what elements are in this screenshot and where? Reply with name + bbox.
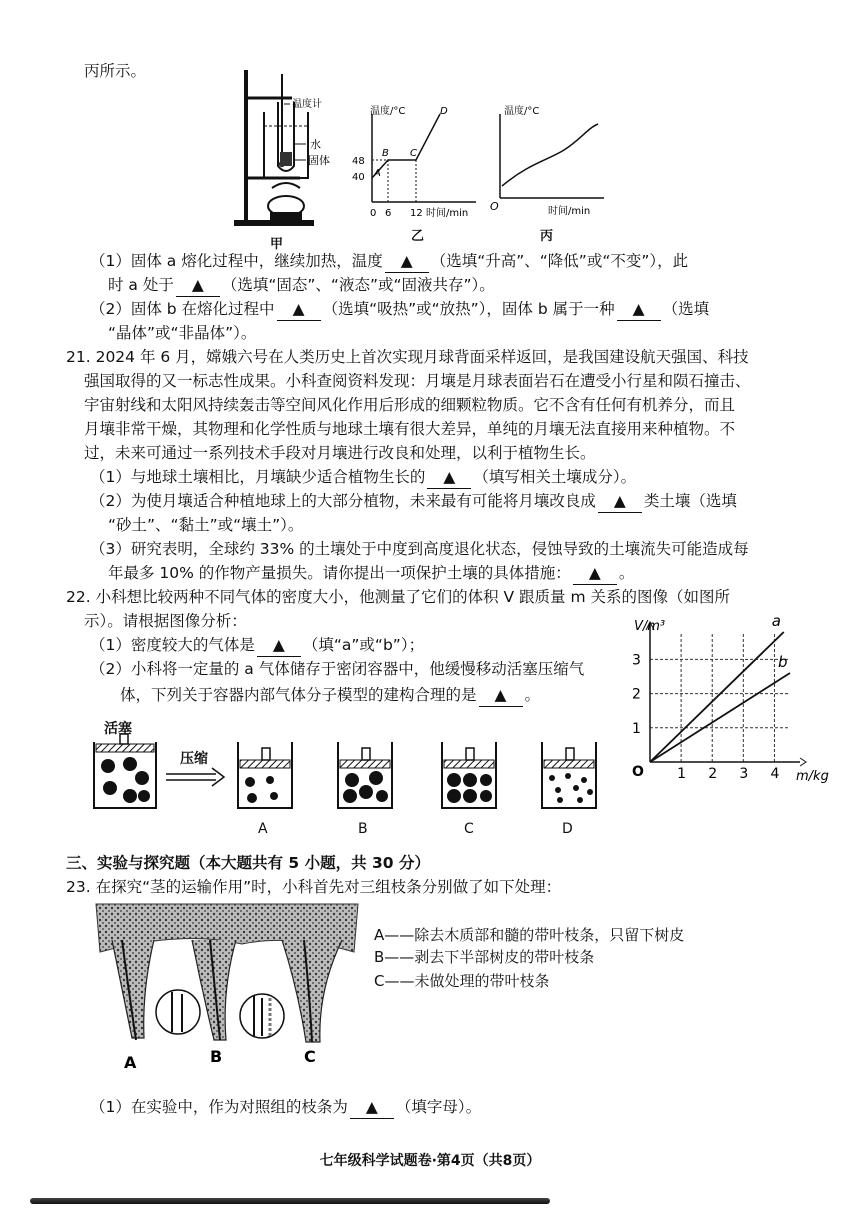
q21-part3: （3）研究表明，全球约 33% 的土壤处于中度到高度退化状态，侵蚀导致的土壤流失可能造成每 bbox=[90, 540, 749, 558]
yi-ylabel: 温度/°C bbox=[370, 106, 406, 117]
answer-blank[interactable]: ▲ bbox=[573, 562, 617, 585]
figure-jia-apparatus bbox=[230, 66, 350, 242]
option-label-d[interactable]: D bbox=[562, 821, 573, 837]
original-container bbox=[94, 734, 156, 808]
branch-label-c: C bbox=[304, 1047, 316, 1066]
bing-origin: O bbox=[490, 200, 499, 213]
q21-part2-line2: “砂土”、“黏土”或“壤土”）。 bbox=[108, 516, 304, 534]
yi-tick-12: 12 bbox=[410, 208, 423, 219]
answer-blank[interactable]: ▲ bbox=[350, 1096, 394, 1119]
option-d-model bbox=[542, 742, 596, 808]
q20-part2-line2: “晶体”或“非晶体”）。 bbox=[108, 324, 257, 342]
y-tick-label: 1 bbox=[632, 720, 641, 737]
legend-c: C——未做处理的带叶枝条 bbox=[374, 972, 550, 990]
piston-label: 活塞 bbox=[104, 721, 132, 737]
legend-a: A——除去木质部和髓的带叶枝条，只留下树皮 bbox=[374, 926, 685, 944]
solid-label: 固体 bbox=[308, 154, 330, 167]
q22-line1: 22. 小科想比较两种不同气体的密度大小，他测量了它们的体积 V 跟质量 m 关系的图像（如图所 bbox=[66, 588, 730, 606]
option-a-model bbox=[238, 742, 292, 808]
yi-point-b: B bbox=[382, 148, 389, 159]
figure-yi-graph bbox=[352, 104, 482, 222]
q22-part2-line2: 体，下列关于容器内部气体分子模型的建构合理的是 ▲ 。 bbox=[120, 684, 540, 707]
q21-line5: 过，未来可通过一系列技术手段对月壤进行改良和处理，以利于植物生长。 bbox=[84, 444, 596, 462]
q21-part1: （1）与地球土壤相比，月壤缺少适合植物生长的 ▲ （填写相关土壤成分）。 bbox=[90, 466, 636, 489]
answer-blank[interactable]: ▲ bbox=[385, 250, 429, 273]
series-line-b bbox=[650, 673, 790, 762]
x-tick-label: 3 bbox=[739, 766, 749, 782]
yi-point-a: A bbox=[374, 168, 381, 179]
origin-label: O bbox=[632, 764, 644, 780]
volume-mass-chart bbox=[626, 612, 829, 784]
yi-point-c: C bbox=[410, 148, 417, 159]
x-tick-label: 4 bbox=[770, 766, 780, 782]
answer-blank[interactable]: ▲ bbox=[598, 490, 642, 513]
option-c-model bbox=[442, 742, 496, 808]
x-axis-arrow bbox=[800, 758, 806, 766]
q21-line3: 宇宙射线和太阳风持续轰击等空间风化作用后形成的细颗粒物质。它不含有任何有机养分，而且 bbox=[84, 396, 736, 414]
option-label-a[interactable]: A bbox=[258, 821, 268, 837]
water-label: 水 bbox=[310, 138, 321, 151]
yi-tick-48: 48 bbox=[352, 156, 365, 167]
q21-part2: （2）为使月壤适合种植地球上的大部分植物，未来最有可能将月壤改良成 ▲ 类土壤（选填 bbox=[90, 490, 737, 513]
answer-blank[interactable]: ▲ bbox=[277, 298, 321, 321]
x-tick-label: 2 bbox=[708, 766, 718, 782]
y-tick-label: 2 bbox=[632, 686, 641, 703]
option-label-b[interactable]: B bbox=[358, 821, 368, 837]
q22-part2: （2）小科将一定量的 a 气体储存于密闭容器中，他缓慢移动活塞压缩气 bbox=[90, 660, 585, 678]
legend-b: B——剥去下半部树皮的带叶枝条 bbox=[374, 948, 595, 966]
q22-line2: 示）。请根据图像分析： bbox=[84, 612, 247, 630]
thermometer-label: 温度计 bbox=[292, 99, 322, 110]
q20-part1-line2: 时 a 处于 ▲ （选填“固态”、“液态”或“固液共存”）。 bbox=[108, 274, 495, 297]
molecule-models-figure bbox=[90, 734, 620, 814]
caption-yi: 乙 bbox=[411, 229, 425, 244]
yi-tick-0: 0 bbox=[370, 208, 377, 219]
answer-blank[interactable]: ▲ bbox=[479, 684, 523, 707]
answer-blank[interactable]: ▲ bbox=[427, 466, 471, 489]
series-line-a bbox=[650, 632, 784, 762]
q21-line2: 强国取得的又一标志性成果。小科查阅资料发现：月壤是月球表面岩石在遭受小行星和陨石撞击、 bbox=[84, 372, 751, 390]
branch-label-a: A bbox=[124, 1053, 137, 1072]
q21-line4: 月壤非常干燥，其物理和化学性质与地球土壤有很大差异，单纯的月壤无法直接用来种植物。不 bbox=[84, 420, 736, 438]
bing-xlabel: 时间/min bbox=[548, 206, 591, 217]
x-axis-label: m/kg bbox=[796, 769, 829, 784]
intro-tail: 丙所示。 bbox=[84, 62, 147, 80]
branches-illustration bbox=[92, 900, 362, 1070]
q23-line1: 23. 在探究“茎的运输作用”时，小科首先对三组枝条分别做了如下处理： bbox=[66, 878, 562, 896]
yi-xlabel: 时间/min bbox=[426, 208, 469, 219]
answer-blank[interactable]: ▲ bbox=[617, 298, 661, 321]
answer-blank[interactable]: ▲ bbox=[176, 274, 220, 297]
compress-label: 压缩 bbox=[180, 751, 208, 767]
answer-blank[interactable]: ▲ bbox=[257, 634, 301, 657]
option-b-model bbox=[338, 742, 392, 808]
q22-part1: （1）密度较大的气体是 ▲ （填“a”或“b”）； bbox=[90, 634, 424, 657]
series-label-b: b bbox=[778, 653, 788, 672]
q21-line1: 21. 2024 年 6 月，嫦娥六号在人类历史上首次实现月球背面采样返回，是我国建设航天强国、科技 bbox=[66, 348, 749, 366]
q20-part1-line1: （1）固体 a 熔化过程中，继续加热，温度 ▲ （选填“升高”、“降低”或“不变”），此 bbox=[90, 250, 688, 273]
x-tick-label: 1 bbox=[677, 766, 687, 782]
scan-edge-bar bbox=[30, 1198, 550, 1204]
bing-ylabel: 温度/°C bbox=[504, 106, 540, 117]
section3-heading: 三、实验与探究题（本大题共有 5 小题，共 30 分） bbox=[66, 854, 430, 872]
q23-part1: （1）在实验中，作为对照组的枝条为 ▲ （填字母）。 bbox=[90, 1096, 481, 1119]
y-tick-label: 3 bbox=[632, 652, 641, 669]
q20-part2-line1: （2）固体 b 在熔化过程中 ▲ （选填“吸热”或“放热”），固体 b 属于一种 ▲ （选填 bbox=[90, 298, 709, 321]
y-axis-label: V/m³ bbox=[634, 619, 666, 634]
q21-part3-line2: 年最多 10% 的作物产量损失。请你提出一项保护土壤的具体措施： ▲ 。 bbox=[108, 562, 634, 585]
caption-jia: 甲 bbox=[270, 237, 284, 252]
page-footer: 七年级科学试题卷·第4页（共8页） bbox=[319, 1153, 541, 1169]
branch-label-b: B bbox=[210, 1047, 223, 1066]
option-label-c[interactable]: C bbox=[464, 821, 474, 837]
caption-bing: 丙 bbox=[540, 229, 554, 244]
yi-point-d: D bbox=[440, 106, 448, 117]
figure-bing-graph bbox=[488, 104, 608, 222]
yi-tick-40: 40 bbox=[352, 172, 365, 183]
yi-tick-6: 6 bbox=[385, 208, 392, 219]
series-label-a: a bbox=[771, 612, 781, 630]
